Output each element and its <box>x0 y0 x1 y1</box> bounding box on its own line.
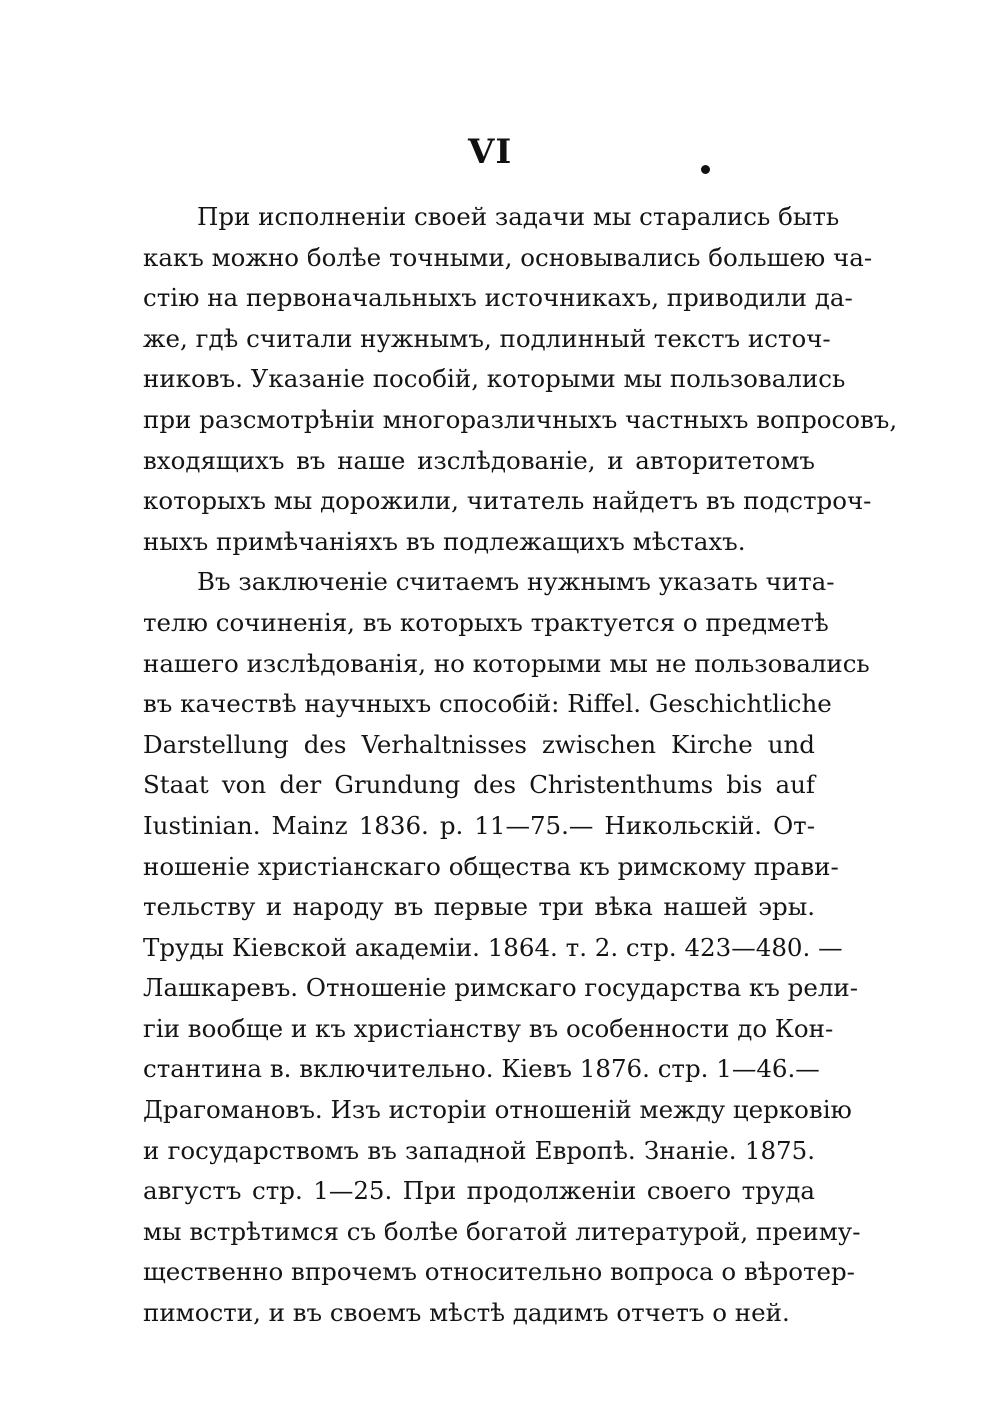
text-line: Iustinian. Mainz 1836. p. 11—75.— Никольскій. От- <box>143 810 815 840</box>
text-line: Въ заключеніе считаемъ нужнымъ указать чита- <box>197 567 835 597</box>
text-line: гіи вообще и къ христіанству въ особенности до Кон- <box>143 1013 834 1043</box>
text-line: При исполненіи своей задачи мы старались быть <box>197 202 840 231</box>
text-line: же, гдѣ считали нужнымъ, подлинный текстъ источ- <box>143 323 831 353</box>
text-line: Darstellung des Verhaltnisses zwischen Kirche und <box>143 729 815 759</box>
text-line: тельству и народу въ первые три вѣка нашей эры. <box>143 892 815 922</box>
page-number: VI <box>468 132 513 172</box>
text-line: Лашкаревъ. Отношеніе римскаго государства къ рели- <box>143 973 859 1003</box>
print-dot-mark <box>701 165 710 174</box>
text-line: пимости, и въ своемъ мѣстѣ дадимъ отчетъ о ней. <box>143 1298 790 1328</box>
body-text <box>143 197 898 1334</box>
text-line: мы встрѣтимся съ болѣе богатой литературой, преиму- <box>143 1216 861 1246</box>
text-line: ныхъ примѣчаніяхъ въ подлежащихъ мѣстахъ. <box>143 526 746 556</box>
text-line: какъ можно болѣе точными, основывались большею ча- <box>143 242 873 272</box>
text-line: стію на первоначальныхъ источникахъ, приводили да- <box>143 283 853 313</box>
text-line: никовъ. Указаніе пособій, которыми мы пользовались <box>143 364 846 394</box>
text-line: телю сочиненія, въ которыхъ трактуется о предметѣ <box>143 607 829 637</box>
text-line: Staat von der Grundung des Christenthums bis auf <box>143 770 815 800</box>
text-line: въ качествѣ научныхъ способій: Riffel. Geschichtliche <box>143 689 832 719</box>
text-line: Драгомановъ. Изъ исторіи отношеній между церковію <box>143 1095 852 1125</box>
text-line: и государствомъ въ западной Европѣ. Знаніе. 1875. <box>143 1135 815 1165</box>
text-line: ношеніе христіанскаго общества къ римскому прави- <box>143 851 839 881</box>
text-line: которыхъ мы дорожили, читатель найдетъ въ подстроч- <box>143 486 872 516</box>
text-line: августъ стр. 1—25. При продолженіи своего труда <box>143 1176 815 1206</box>
text-line: нашего изслѣдованія, но которыми мы не пользовались <box>143 648 870 678</box>
text-line: щественно впрочемъ относительно вопроса о вѣротер- <box>143 1257 855 1287</box>
text-line: при разсмотрѣніи многоразличныхъ частныхъ вопросовъ, <box>143 404 898 434</box>
text-line: входящихъ въ наше изслѣдованіе, и авторитетомъ <box>143 445 815 475</box>
text-line: стантина в. включительно. Кіевъ 1876. стр. 1—46.— <box>143 1054 820 1084</box>
text-line: Труды Кіевской академіи. 1864. т. 2. стр. 423—480. — <box>143 932 843 962</box>
